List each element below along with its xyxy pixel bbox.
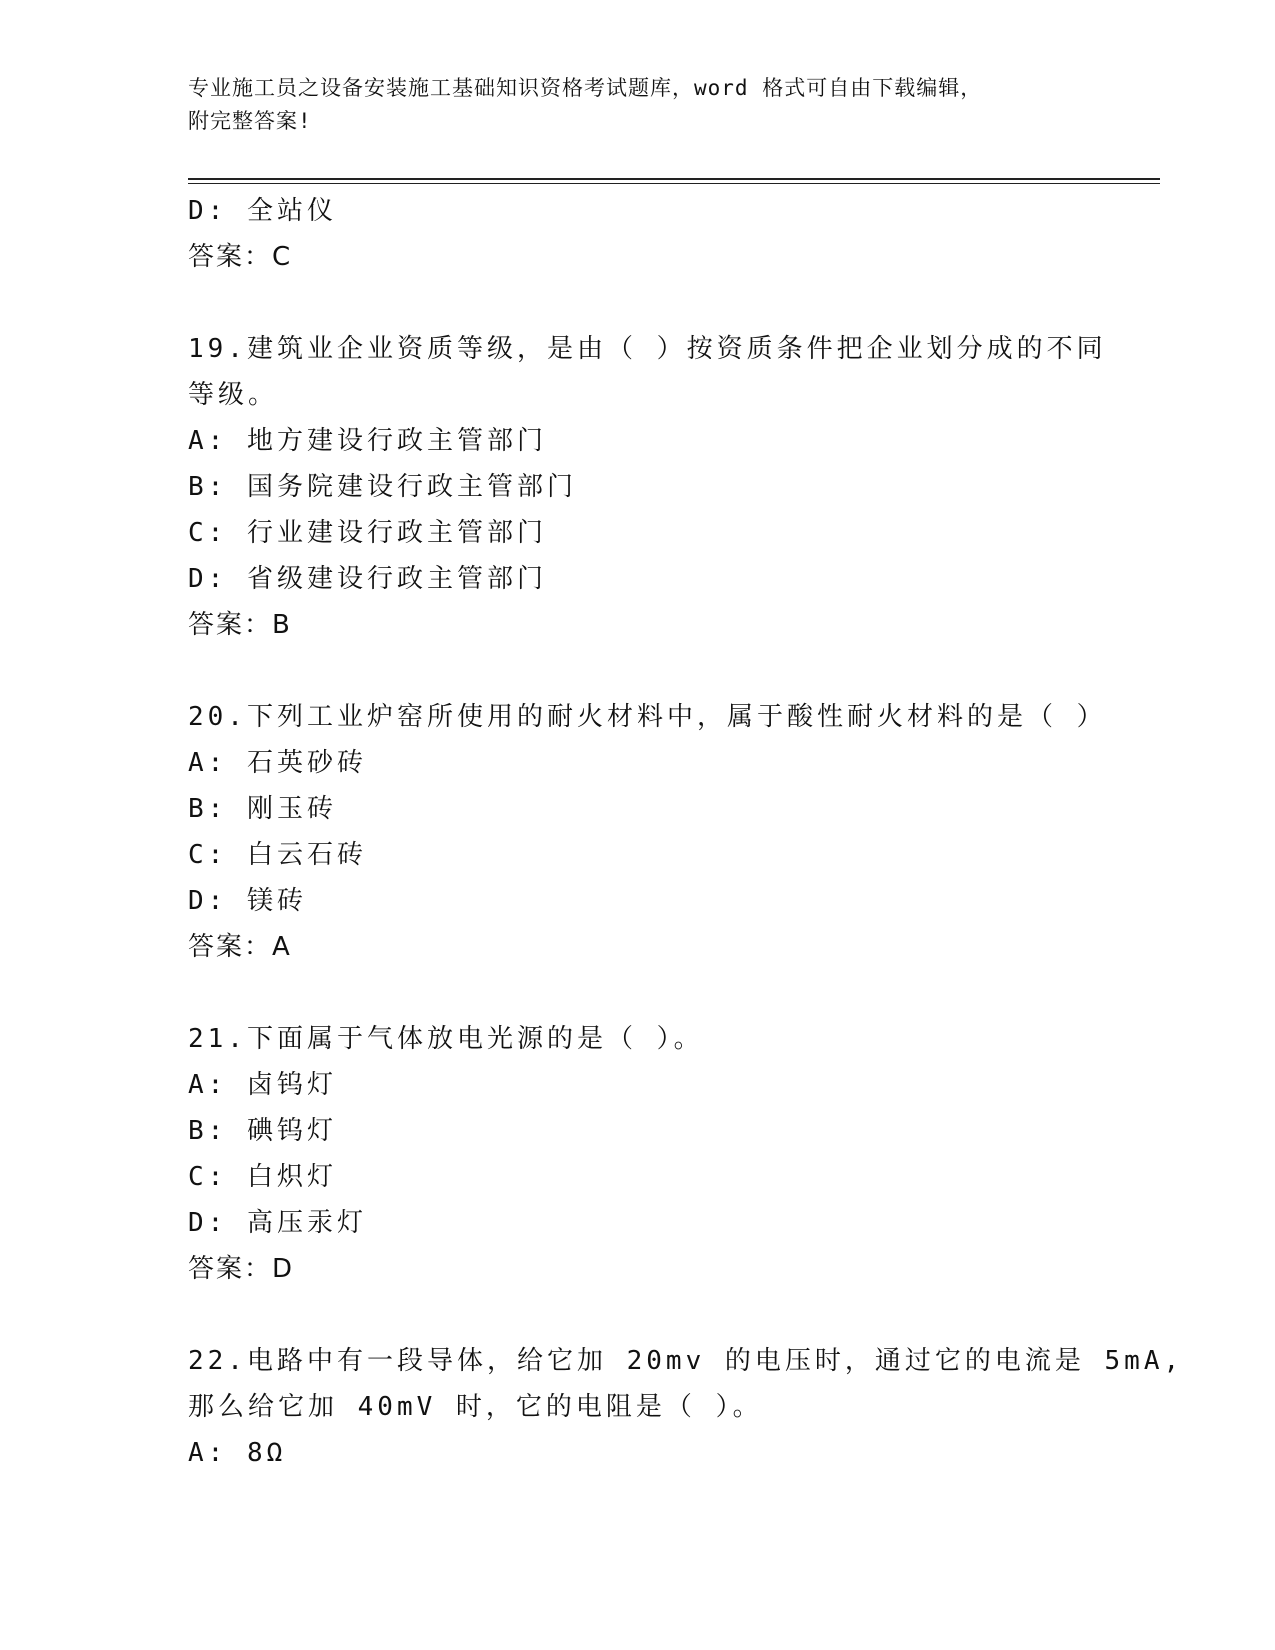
question-text-line: 19.建筑业企业资质等级，是由（ ）按资质条件把企业划分成的不同 — [188, 334, 1107, 364]
option-b: B: 国务院建设行政主管部门 — [188, 472, 577, 502]
question-19 — [188, 326, 1107, 648]
answer: 答案：B — [188, 610, 292, 640]
option-d: D: 全站仪 — [188, 196, 337, 226]
option-d: D: 高压汞灯 — [188, 1208, 367, 1238]
option-b: B: 碘钨灯 — [188, 1116, 337, 1146]
option-a: A: 石英砂砖 — [188, 748, 367, 778]
answer: 答案：A — [188, 932, 292, 962]
question-text-line: 21.下面属于气体放电光源的是（ ）。 — [188, 1024, 704, 1054]
question-text-line: 等级。 — [188, 380, 279, 410]
option-a: A: 地方建设行政主管部门 — [188, 426, 547, 456]
question-text-line: 20.下列工业炉窑所使用的耐火材料中，属于酸性耐火材料的是（ ） — [188, 702, 1107, 732]
question-20 — [188, 694, 1107, 970]
header-divider-thick — [188, 178, 1160, 180]
answer: 答案：C — [188, 242, 293, 272]
header-line-2: 附完整答案! — [188, 109, 312, 133]
header-line-1: 专业施工员之设备安装施工基础知识资格考试题库，word 格式可自由下载编辑， — [188, 76, 983, 100]
option-d: D: 镁砖 — [188, 886, 307, 916]
option-c: C: 白云石砖 — [188, 840, 367, 870]
option-d: D: 省级建设行政主管部门 — [188, 564, 547, 594]
option-b: B: 刚玉砖 — [188, 794, 337, 824]
header-divider-thin — [188, 183, 1160, 184]
question-22 — [188, 1338, 1184, 1476]
option-c: C: 白炽灯 — [188, 1162, 337, 1192]
option-c: C: 行业建设行政主管部门 — [188, 518, 547, 548]
question-text-line: 22.电路中有一段导体，给它加 20mv 的电压时，通过它的电流是 5mA, — [188, 1346, 1184, 1376]
question-list — [188, 188, 1184, 1476]
question-text-line: 那么给它加 40mV 时，它的电阻是（ ）。 — [188, 1392, 763, 1422]
answer: 答案：D — [188, 1254, 295, 1284]
option-a: A: 卤钨灯 — [188, 1070, 337, 1100]
question-21 — [188, 1016, 1088, 1292]
option-a: A: 8Ω — [188, 1438, 287, 1468]
document-header — [188, 72, 1088, 138]
